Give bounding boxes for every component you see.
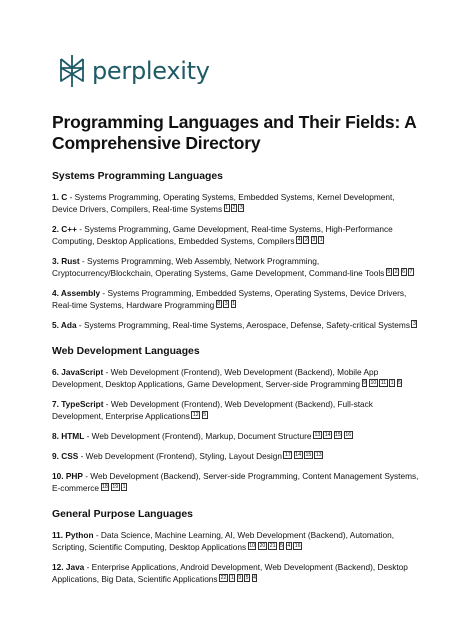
citation-link[interactable]: 19 [112, 484, 119, 490]
citation-link[interactable]: 1 [230, 575, 234, 581]
citation-link[interactable]: 10 [370, 380, 377, 386]
item-number: 3. [52, 256, 62, 266]
language-name: C [61, 192, 68, 202]
citation-link[interactable]: 5 [398, 380, 401, 386]
citation-link[interactable]: 15 [305, 452, 312, 458]
item-number: 5. [52, 320, 61, 330]
citation-link[interactable]: 1 [225, 205, 229, 211]
citation-link[interactable]: 16 [345, 432, 352, 438]
item-number: 2. [52, 224, 62, 234]
list-item [52, 366, 422, 390]
citation-link[interactable]: 1 [319, 237, 323, 243]
citation-link[interactable]: 12 [192, 412, 199, 418]
citation-link[interactable]: 20 [259, 543, 266, 549]
language-fields: - Systems Programming, Web Assembly, Network Programming, Cryptocurrency/Blockchain, Operating Systems, Game Development, Command-line Tools [52, 256, 385, 278]
language-fields: - Systems Programming, Embedded Systems, Operating Systems, Device Drivers, Real-time Systems, Hardware Programming [52, 288, 407, 310]
citation-link[interactable]: 10 [249, 543, 255, 549]
citation-link[interactable]: 7 [409, 269, 413, 275]
citation-link[interactable]: 3 [312, 237, 316, 243]
language-name: Java [65, 562, 85, 572]
language-name: CSS [61, 451, 79, 461]
citation-link[interactable]: 1 [122, 484, 126, 490]
item-number: 9. [52, 451, 62, 461]
language-name: Python [65, 530, 94, 540]
section-heading: Systems Programming Languages [52, 171, 223, 182]
language-name: HTML [61, 431, 85, 441]
citation-link[interactable]: 2 [304, 237, 308, 243]
list-item [52, 223, 422, 247]
item-number: 1. [52, 192, 62, 202]
language-name: TypeScript [61, 399, 104, 409]
language-fields: - Web Development (Frontend), Web Development (Backend), Mobile App Development, Desktop Applications, Game Development, Server-side Programming [52, 367, 379, 389]
section [52, 345, 422, 494]
citation-link[interactable]: 3 [224, 301, 228, 307]
citation-link[interactable]: 4 [253, 575, 256, 581]
section [52, 170, 422, 331]
citation-link[interactable]: 8 [217, 301, 221, 307]
citation-link[interactable]: 13 [315, 452, 322, 458]
language-name: PHP [65, 471, 83, 481]
citation-link[interactable]: 2 [394, 269, 398, 275]
citation-link[interactable]: 5 [245, 575, 249, 581]
language-fields: - Systems Programming, Real-time Systems, Aerospace, Defense, Safety-critical Systems [76, 320, 410, 330]
language-fields: - Web Development (Frontend), Markup, Document Structure [84, 431, 312, 441]
language-fields: - Web Development (Frontend), Web Development (Backend), Full-stack Development, Enterprise Applications [52, 399, 373, 421]
list-item [52, 398, 422, 422]
citation-link[interactable]: 13 [314, 432, 321, 438]
citation-link[interactable]: 21 [269, 543, 276, 549]
citation-link[interactable]: 11 [380, 380, 387, 386]
item-number: 7. [52, 399, 62, 409]
citation-link[interactable]: 1 [390, 380, 394, 386]
citation-link[interactable]: 3 [412, 321, 416, 327]
language-fields: - Web Development (Backend), Server-side Programming, Content Management Systems, E-commerce [52, 471, 419, 493]
sections-container [52, 170, 422, 585]
citation-link[interactable]: 5 [203, 412, 207, 418]
citation-link[interactable]: 14 [324, 432, 331, 438]
citation-link[interactable]: 17 [284, 452, 291, 458]
language-name: Rust [61, 256, 80, 266]
language-fields: - Enterprise Applications, Android Development, Web Development (Backend), Desktop Applications, Big Data, Scientific Applications [52, 562, 408, 584]
citation-link[interactable]: 15 [335, 432, 341, 438]
citation-link[interactable]: 9 [238, 575, 242, 581]
citation-link[interactable]: 9 [363, 380, 366, 386]
perplexity-logo-icon [58, 54, 86, 88]
language-name: Assembly [60, 288, 101, 298]
citation-link[interactable]: 18 [102, 484, 108, 490]
language-name: C++ [61, 224, 77, 234]
section-heading: Web Development Languages [52, 346, 200, 357]
item-number: 11. [52, 530, 66, 540]
brand-name: perplexity [92, 57, 210, 85]
citation-link[interactable]: 4 [287, 543, 291, 549]
brand-logo[interactable] [58, 52, 422, 90]
item-number: 12. [52, 562, 66, 572]
language-fields: - Systems Programming, Game Development, Real-time Systems, High-Performance Computing, Desktop Applications, Embedded Systems, Compilers [52, 224, 393, 246]
language-fields: - Data Science, Machine Learning, AI, Web Development (Backend), Automation, Scripting, Scientific Computing, Desktop Applications [52, 530, 395, 552]
citation-link[interactable]: 22 [220, 575, 227, 581]
language-name: Ada [60, 320, 77, 330]
section-heading: General Purpose Languages [52, 509, 193, 520]
list-item [52, 561, 422, 585]
list-item [52, 470, 422, 494]
citation-link[interactable]: 4 [297, 237, 301, 243]
item-number: 6. [52, 367, 62, 377]
list-item [52, 529, 422, 553]
list-item [52, 430, 422, 442]
list-item [52, 287, 422, 311]
item-number: 8. [52, 431, 62, 441]
language-fields: - Systems Programming, Operating Systems, Embedded Systems, Kernel Development, Device Drivers, Compilers, Real-time Systems [52, 192, 395, 214]
document-title: Programming Languages and Their Fields: A Comprehensive Directory [52, 112, 416, 153]
citation-link[interactable]: 5 [280, 543, 283, 549]
item-number: 10. [52, 471, 66, 481]
list-item [52, 191, 422, 215]
language-fields: - Web Development (Frontend), Styling, Layout Design [78, 451, 282, 461]
citation-link[interactable]: 5 [387, 269, 391, 275]
list-item [52, 319, 422, 331]
citation-link[interactable]: 16 [294, 543, 301, 549]
citation-link[interactable]: 1 [232, 301, 235, 307]
item-number: 4. [52, 288, 61, 298]
citation-link[interactable]: 6 [402, 269, 405, 275]
section [52, 508, 422, 585]
citation-link[interactable]: 14 [295, 452, 302, 458]
citation-link[interactable]: 3 [239, 205, 243, 211]
language-name: JavaScript [61, 367, 104, 377]
list-item [52, 450, 422, 462]
list-item [52, 255, 422, 279]
citation-link[interactable]: 2 [232, 205, 236, 211]
